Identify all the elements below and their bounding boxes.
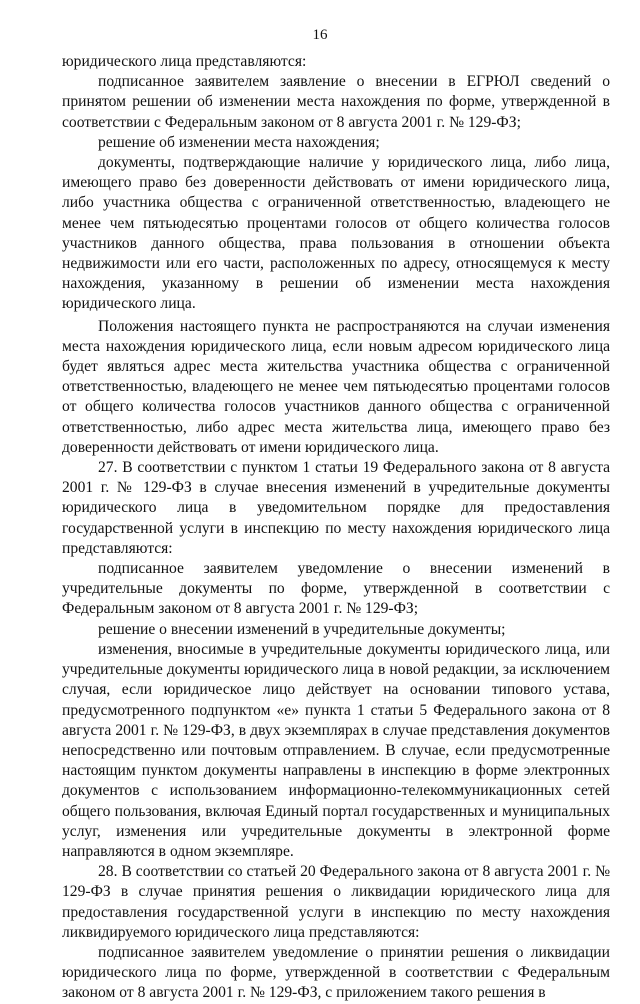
paragraph: подписанное заявителем уведомление о внесении изменений в учредительные документы по форме, утвержденной в соответствии с Федеральным законом от 8 августа 2001 г. № 129-ФЗ; bbox=[62, 560, 610, 618]
paragraph: документы, подтверждающие наличие у юридического лица, либо лица, имеющего право без доверенности действовать от имени юридического лица, либо участника общества с ограниченной ответственностью, владеющего не менее чем пятьюдесятью процентами голосов от общего количества голосов участников данного общества, права пользования в отношении объекта недвижимости или его части, расположенных по адресу, относящемуся к месту нахождения, указанному в решении об изменении места нахождения юридического лица. bbox=[62, 154, 610, 313]
paragraph: решение об изменении места нахождения; bbox=[98, 133, 380, 151]
page-number: 16 bbox=[312, 27, 328, 43]
paragraph: юридического лица представляются: bbox=[62, 53, 307, 70]
paragraph: решение о внесении изменений в учредительные документы; bbox=[98, 620, 506, 638]
paragraph: подписанное заявителем заявление о внесении в ЕГРЮЛ сведений о принятом решении об изменении места нахождения по форме, утвержденной в соответствии с Федеральным законом от 8 августа 2001 г. № 129-ФЗ; bbox=[62, 73, 610, 131]
paragraph-item-27: 27. В соответствии с пунктом 1 статьи 19 Федерального закона от 8 августа 2001 г. № 129-ФЗ в случае внесения изменений в учредительные документы юридического лица в уведомительном порядке для предоставления государственной услуги в инспекцию по месту нахождения юридического лица представляются: bbox=[62, 459, 610, 557]
paragraph-item-28: 28. В соответствии со статьей 20 Федерального закона от 8 августа 2001 г. № 129-ФЗ в случае принятия решения о ликвидации юридического лица для предоставления государственной услуги в инспекцию по месту нахождения ликвидируемого юридического лица представляются: bbox=[62, 863, 610, 941]
paragraph: подписанное заявителем уведомление о принятии решения о ликвидации юридического лица по форме, утвержденной в соответствии с Федеральным законом от 8 августа 2001 г. № 129-ФЗ, с приложением такого решения в bbox=[62, 943, 610, 1002]
paragraph: Положения настоящего пункта не распространяются на случаи изменения места нахождения юридического лица, если новым адресом юридического лица будет являться адрес места жительства участника общества с ограниченной ответственностью, владеющего не менее чем пятьюдесятью процентами голосов от общего количества голосов участников данного общества с ограниченной ответственностью, либо адрес места жительства лица, имеющего право без доверенности действовать от имени юридического лица. bbox=[62, 317, 610, 456]
paragraph: изменения, вносимые в учредительные документы юридического лица, или учредительные документы юридического лица в новой редакции, за исключением случая, если юридическое лицо действует на основании типового устава, предусмотренного подпунктом «е» пункта 1 статьи 5 Федерального закона от 8 августа 2001 г. № 129-ФЗ, в двух экземплярах в случае представления документов непосредственно или почтовым отправлением. В случае, если предусмотренные настоящим пунктом документы направлены в инспекцию в форме электронных документов с использованием информационно-телекоммуникационных сетей общего пользования, включая Единый портал государственных и муниципальных услуг, изменения или учредительные документы в электронной форме направляются в одном экземпляре. bbox=[62, 640, 610, 860]
document-body bbox=[62, 52, 610, 1004]
